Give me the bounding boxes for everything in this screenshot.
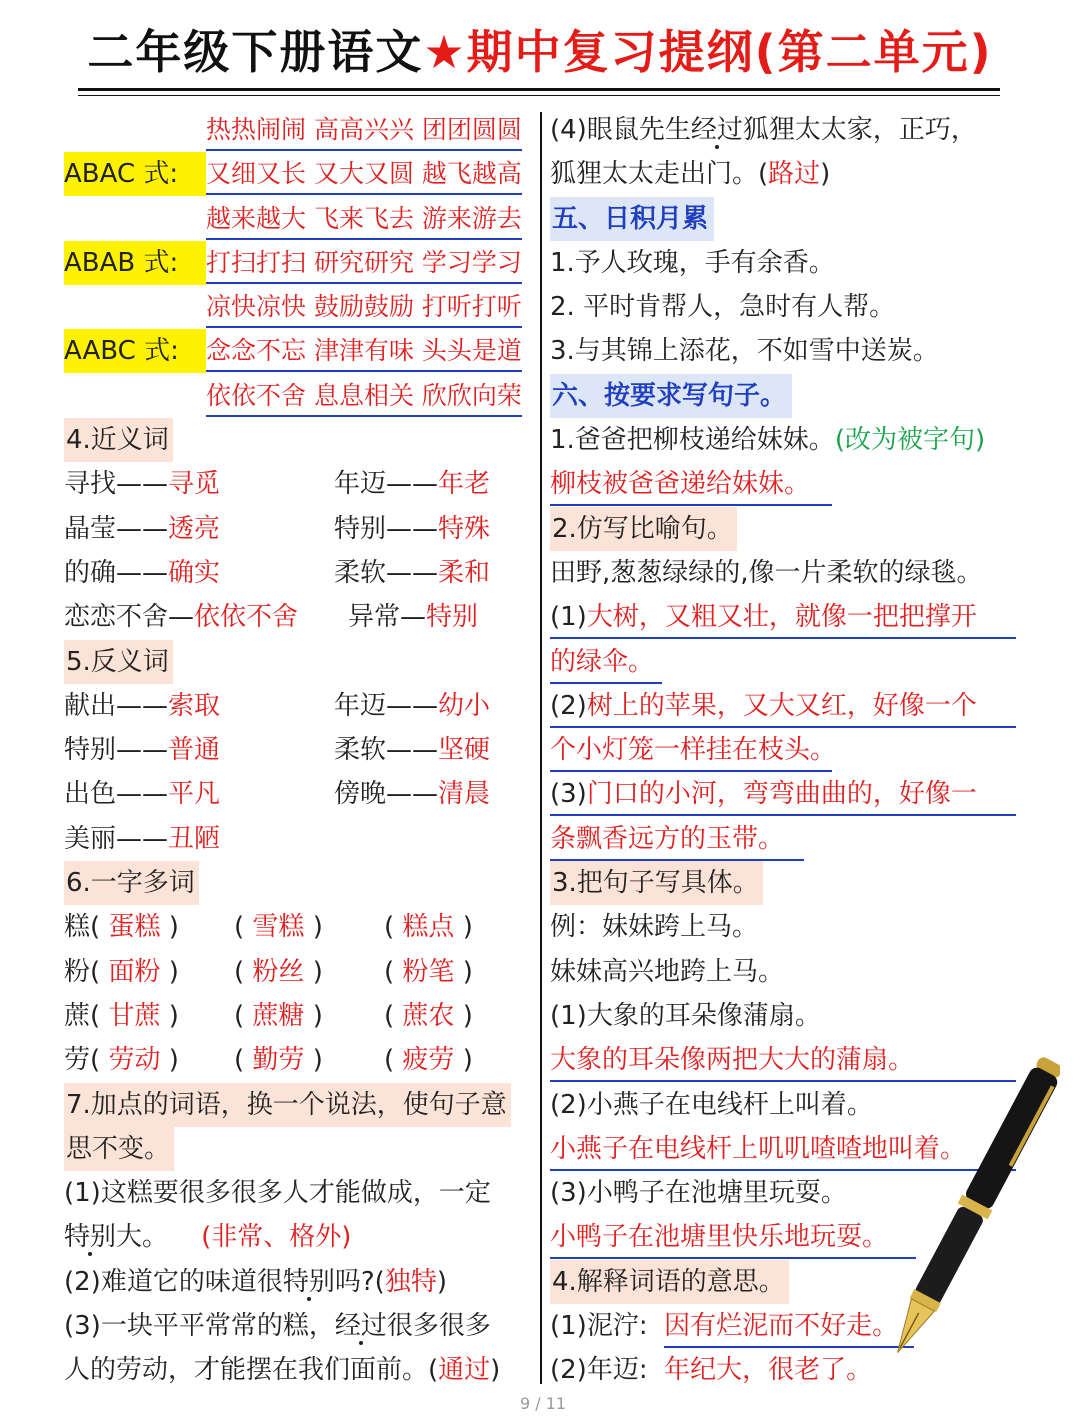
page-number: 9 / 11	[520, 1394, 567, 1413]
q7-text: (2)难道它的味道很特别吗?(独特)	[64, 1266, 447, 1297]
example: 例：妹妹跨上马。	[550, 912, 759, 943]
left-column	[64, 108, 534, 1393]
definition: (1)泥泞: 因有烂泥而不好走。	[550, 1304, 1030, 1348]
q7-text: 人的劳动，才能摆在我们面前。(通过)	[64, 1355, 501, 1386]
antonym-row: 出色——平凡 傍晚——清晨	[64, 779, 491, 810]
answer: 柳枝被爸爸递给妹妹。	[550, 462, 1030, 506]
antonym-row: 特别——普通 柔软——坚硬	[64, 735, 491, 766]
answer: (2)树上的苹果，又大又红，好像一个	[550, 684, 1030, 728]
q7-text: (4)眼鼠先生经过狐狸太太家，正巧，	[550, 115, 977, 145]
title-main: 二年级下册语文	[87, 25, 424, 79]
answer: 条飘香远方的玉带。	[550, 817, 1030, 861]
pattern-row: ABAC 式: 又细又长 又大又圆 越飞越高	[64, 152, 534, 196]
pattern-row: 依依不舍 息息相关 欣欣向荣	[64, 374, 534, 418]
pattern-label: ABAB 式:	[64, 241, 206, 285]
antonym-row: 美丽——丑陋	[64, 823, 221, 854]
definition: (2)年迈: 年纪大，很老了。	[550, 1355, 873, 1386]
answer: 的绿伞。	[550, 640, 1030, 684]
multi-row: 粉( 面粉 ) ( 粉丝 ) ( 粉笔 )	[64, 956, 473, 987]
fountain-pen-icon	[880, 1040, 1060, 1380]
answer: 小鸭子在池塘里快乐地玩耍。	[550, 1215, 1030, 1259]
pattern-label: AABC 式:	[64, 329, 206, 373]
question: (3)小鸭子在池塘里玩耍。	[550, 1178, 847, 1209]
title-sub: 期中复习提纲(第二单元)	[466, 25, 993, 79]
title-rule-thick	[78, 88, 1000, 91]
title-rule-thin	[78, 95, 1000, 96]
multi-row: 糕( 蛋糕 ) ( 雪糕 ) ( 糕点 )	[64, 912, 473, 943]
question: (1)大象的耳朵像蒲扇。	[550, 1000, 821, 1031]
section-5-heading: 五、日积月累	[550, 197, 1030, 241]
q7-heading-cont: 思不变。	[64, 1127, 534, 1171]
column-divider	[540, 112, 542, 1384]
synonym-row: 晶莹——透亮 特别——特殊	[64, 513, 491, 544]
pattern-row: AABC 式: 念念不忘 津津有味 头头是道	[64, 329, 534, 373]
answer: (1)大树，又粗又壮，就像一把把撑开	[550, 595, 1030, 639]
synonym-row: 的确——确实 柔软——柔和	[64, 557, 491, 588]
proverb: 1.予人玫瑰，手有余香。	[550, 247, 835, 278]
q2-heading: 2.仿写比喻句。	[550, 507, 1030, 551]
multi-row: 劳( 劳动 ) ( 勤劳 ) ( 疲劳 )	[64, 1045, 473, 1076]
answer: 个小灯笼一样挂在枝头。	[550, 728, 1030, 772]
answer: (3)门口的小河，弯弯曲曲的，好像一	[550, 772, 1030, 816]
antonyms-heading: 5.反义词	[64, 640, 534, 684]
star-icon: ★	[423, 25, 467, 79]
pattern-row: ABAB 式: 打扫打扫 研究研究 学习学习	[64, 241, 534, 285]
q7-heading: 7.加点的词语，换一个说法，使句子意	[64, 1083, 534, 1127]
multi-heading: 6.一字多词	[64, 861, 534, 905]
proverb: 2. 平时肯帮人，急时有人帮。	[550, 292, 896, 323]
example: 田野,葱葱绿绿的,像一片柔软的绿毯。	[550, 557, 983, 588]
answer: 小燕子在电线杆上叽叽喳喳地叫着。	[550, 1127, 1030, 1171]
q7-text: (1)这糕要很多很多人才能做成，一定	[64, 1178, 491, 1209]
proverb: 3.与其锦上添花，不如雪中送炭。	[550, 336, 939, 367]
q7-text: 狐狸太太走出门。(路过)	[550, 159, 831, 190]
pattern-row: 凉快凉快 鼓励鼓励 打听打听	[64, 285, 534, 329]
pattern-label: ABAC 式:	[64, 152, 206, 196]
example: 妹妹高兴地跨上马。	[550, 956, 785, 987]
q4-heading: 4.解释词语的意思。	[550, 1260, 1030, 1304]
question: 1.爸爸把柳枝递给妹妹。(改为被字句)	[550, 425, 986, 456]
q7-text: 特别大。 (非常、格外)	[64, 1222, 352, 1253]
pattern-row: 越来越大 飞来飞去 游来游去	[64, 197, 534, 241]
synonym-row: 恋恋不舍—依依不舍 异常—特别	[64, 602, 479, 633]
section-6-heading: 六、按要求写句子。	[550, 374, 1030, 418]
multi-row: 蔗( 甘蔗 ) ( 蔗糖 ) ( 蔗农 )	[64, 1000, 473, 1031]
answer: 大象的耳朵像两把大大的蒲扇。	[550, 1038, 1030, 1082]
page-title	[0, 22, 1080, 82]
question: (2)小燕子在电线杆上叫着。	[550, 1089, 873, 1120]
synonyms-heading: 4.近义词	[64, 418, 534, 462]
synonym-row: 寻找——寻觅 年迈——年老	[64, 469, 491, 500]
q7-text: (3)一块平平常常的糕，经过很多很多	[64, 1311, 491, 1342]
antonym-row: 献出——索取 年迈——幼小	[64, 690, 491, 721]
pattern-row: 热热闹闹 高高兴兴 团团圆圆	[64, 108, 534, 152]
q3-heading: 3.把句子写具体。	[550, 861, 1030, 905]
